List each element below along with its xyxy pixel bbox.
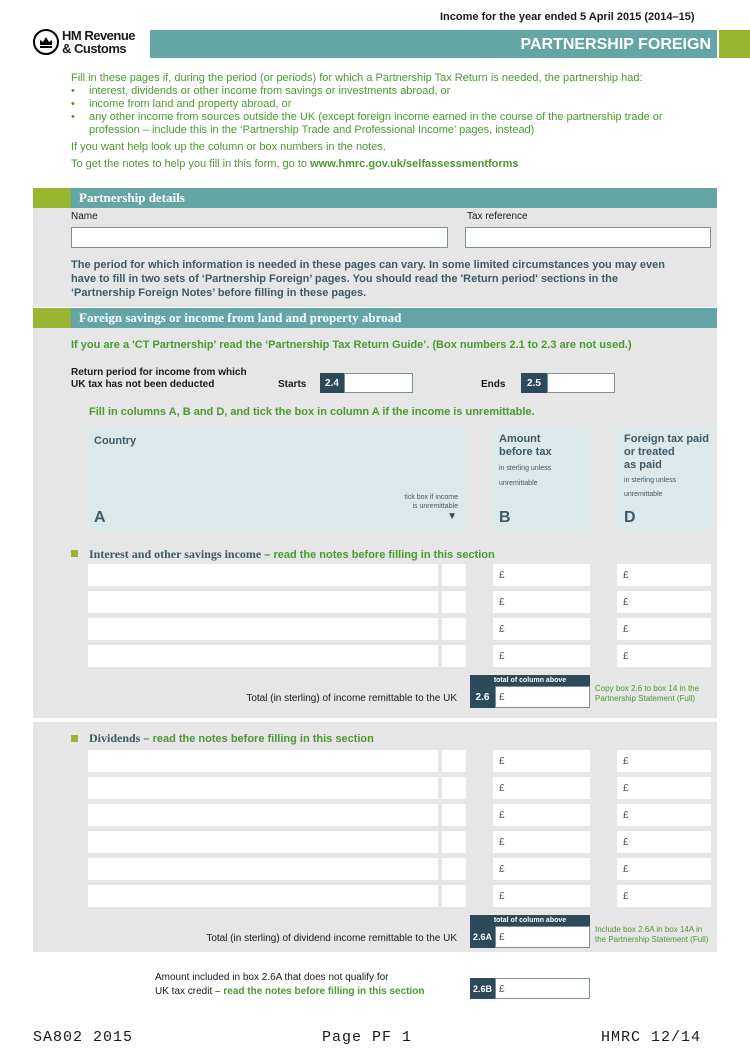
column-title (624, 433, 709, 472)
amount-before-tax-field[interactable] (493, 804, 590, 826)
name-label: Name (71, 211, 98, 222)
logo-text-1: HM Revenue (62, 28, 136, 43)
column-title-line: or treated (624, 446, 675, 458)
pound-icon: £ (499, 783, 505, 794)
starts-label: Starts (278, 379, 307, 390)
foreign-tax-field[interactable] (617, 777, 711, 799)
tick-hint-line: tick box if income (404, 494, 458, 501)
country-field[interactable] (88, 618, 438, 640)
foreign-tax-field[interactable] (617, 645, 711, 667)
fill-instruction: Fill in columns A, B and D, and tick the box in column A if the income is unremittable. (89, 406, 535, 418)
country-field[interactable] (88, 831, 438, 853)
include-note (595, 925, 708, 945)
amount-before-tax-field[interactable] (493, 777, 590, 799)
column-sub-line: in sterling unless (499, 465, 552, 472)
column-title (499, 433, 552, 459)
pound-icon: £ (499, 624, 505, 635)
country-field[interactable] (88, 645, 438, 667)
unremittable-checkbox[interactable] (442, 618, 466, 640)
foreign-tax-field[interactable] (617, 885, 711, 907)
column-title-line: before tax (499, 446, 552, 458)
amount-before-tax-field[interactable] (493, 750, 590, 772)
tick-hint-line: is unremittable (412, 503, 458, 510)
box-2-6b-line (155, 985, 425, 999)
tax-reference-field[interactable] (465, 227, 711, 248)
list-item: • interest, dividends or other income from savings or investments abroad, or (71, 85, 716, 98)
starts-field[interactable] (344, 373, 413, 393)
notes-link[interactable]: www.hmrc.gov.uk/selfassessmentforms (310, 158, 519, 170)
foreign-tax-field[interactable] (617, 804, 711, 826)
pound-icon: £ (623, 597, 629, 608)
column-sub (499, 461, 551, 491)
interest-heading (89, 547, 495, 562)
pound-icon: £ (623, 864, 629, 875)
unremittable-checkbox[interactable] (442, 591, 466, 613)
pound-icon: £ (499, 810, 505, 821)
include-note-line: Include box 2.6A in box 14A in (595, 925, 703, 934)
country-field[interactable] (88, 804, 438, 826)
heading-note: – read the notes before filling in this section (140, 733, 374, 745)
footer-form-code: SA802 2015 (33, 1029, 134, 1046)
square-bullet-icon (71, 550, 78, 557)
pound-icon: £ (499, 932, 505, 943)
column-sub (624, 474, 676, 502)
column-sub-line: unremittable (624, 491, 663, 498)
foreign-tax-field[interactable] (617, 591, 711, 613)
copy-note (595, 684, 699, 704)
hmrc-logo (33, 28, 143, 58)
foreign-tax-field[interactable] (617, 564, 711, 586)
help-text: If you want help look up the column or box numbers in the notes. (71, 141, 386, 153)
pound-icon: £ (499, 891, 505, 902)
unremittable-checkbox[interactable] (442, 645, 466, 667)
square-bullet-icon (71, 735, 78, 742)
label-note: – read the notes before filling in this section (212, 986, 425, 997)
include-note-line: the Partnership Statement (Full) (595, 935, 709, 944)
amount-before-tax-field[interactable] (493, 645, 590, 667)
column-title-line: as paid (624, 459, 662, 471)
notes-text (71, 158, 716, 171)
country-field[interactable] (88, 591, 438, 613)
list-item: • income from land and property abroad, or (71, 98, 716, 111)
section-heading: Partnership details (79, 190, 185, 205)
tax-reference-label: Tax reference (467, 211, 528, 222)
total-label: Total (in sterling) of income remittable to the UK (246, 693, 457, 704)
unremittable-checkbox[interactable] (442, 858, 466, 880)
intro-bullets (71, 85, 716, 137)
amount-before-tax-field[interactable] (493, 858, 590, 880)
pound-icon: £ (623, 891, 629, 902)
section-accent (33, 188, 71, 208)
dividends-total-field[interactable] (495, 926, 590, 948)
box-number: 2.6 (470, 686, 495, 708)
notes-prefix: To get the notes to help you fill in this form, go to (71, 158, 311, 170)
pound-icon: £ (623, 810, 629, 821)
column-sub-line: in sterling unless (624, 477, 677, 484)
unremittable-checkbox[interactable] (442, 777, 466, 799)
heading-text: Dividends (89, 731, 141, 745)
tax-year-label: Income for the year ended 5 April 2015 (2014–15) (440, 11, 695, 23)
pound-icon: £ (623, 837, 629, 848)
box-2-6b-label (155, 971, 425, 999)
country-field[interactable] (88, 564, 438, 586)
intro-block (71, 72, 716, 171)
foreign-tax-field[interactable] (617, 618, 711, 640)
unremittable-checkbox[interactable] (442, 885, 466, 907)
country-field[interactable] (88, 858, 438, 880)
box-number: 2.6B (470, 978, 495, 999)
pound-icon: £ (623, 783, 629, 794)
pound-icon: £ (623, 624, 629, 635)
pound-icon: £ (623, 756, 629, 767)
pound-icon: £ (499, 597, 505, 608)
box-2-6b-line: Amount included in box 2.6A that does not qualify for (155, 972, 389, 983)
column-sub-line: unremittable (499, 480, 538, 487)
heading-note: – read the notes before filling in this section (261, 549, 495, 561)
period-note: The period for which information is needed in these pages can vary. In some limited circumstances you may even have to fill in two sets of ‘Partnership Foreign’ pages. You should read the 'Return period' sections in the ‘Partnership Foreign Notes’ before filling in these pages. (71, 259, 665, 299)
ct-note: If you are a 'CT Partnership' read the ‘Partnership Tax Return Guide’. (Box numbers 2.1 to 2.3 are not used.) (71, 339, 632, 351)
total-header: total of column above (470, 915, 590, 926)
box-number: 2.4 (320, 373, 344, 393)
footer-page-number: Page PF 1 (322, 1029, 413, 1046)
country-field[interactable] (88, 885, 438, 907)
unremittable-checkbox[interactable] (442, 564, 466, 586)
column-letter: A (94, 509, 106, 526)
total-label: Total (in sterling) of dividend income remittable to the UK (206, 933, 457, 944)
pound-icon: £ (499, 756, 505, 767)
crown-icon (33, 29, 59, 55)
return-period-line: UK tax has not been deducted (71, 379, 215, 390)
column-letter: B (499, 509, 511, 526)
column-b-header (493, 427, 590, 531)
return-period-line: Return period for income from which (71, 367, 247, 378)
pound-icon: £ (499, 651, 505, 662)
foreign-tax-field[interactable] (617, 858, 711, 880)
foreign-tax-field[interactable] (617, 831, 711, 853)
copy-note-line: Partnership Statement (Full) (595, 694, 696, 703)
intro-line: Fill in these pages if, during the period (or periods) for which a Partnership Tax Return is needed, the partnership had: (71, 72, 643, 84)
country-field[interactable] (88, 750, 438, 772)
column-letter: D (624, 509, 636, 526)
foreign-tax-field[interactable] (617, 750, 711, 772)
label-prefix: UK tax credit (155, 986, 213, 997)
unremittable-checkbox[interactable] (442, 750, 466, 772)
column-d-header (617, 427, 711, 531)
amount-before-tax-field[interactable] (493, 885, 590, 907)
pound-icon: £ (499, 864, 505, 875)
title-accent (719, 30, 750, 58)
ends-label: Ends (481, 379, 506, 390)
pound-icon: £ (499, 692, 505, 703)
amount-before-tax-field[interactable] (493, 831, 590, 853)
total-header: total of column above (470, 675, 590, 686)
pound-icon: £ (623, 570, 629, 581)
unremittable-checkbox[interactable] (442, 831, 466, 853)
amount-before-tax-field[interactable] (493, 591, 590, 613)
copy-note-line: Copy box 2.6 to box 14 in the (595, 684, 700, 693)
column-title-line: Foreign tax paid (624, 433, 709, 445)
ends-field[interactable] (547, 373, 615, 393)
page-title: PARTNERSHIP FOREIGN (520, 36, 711, 53)
logo-text-2: & Customs (62, 41, 127, 56)
section-heading: Foreign savings or income from land and property abroad (79, 310, 402, 325)
pound-icon: £ (499, 837, 505, 848)
unremittable-checkbox[interactable] (442, 804, 466, 826)
interest-total-field[interactable] (495, 686, 590, 708)
box-number: 2.6A (470, 926, 495, 948)
box-2-6b-field[interactable] (495, 978, 590, 999)
pound-icon: £ (499, 570, 505, 581)
heading-text: Interest and other savings income (89, 547, 262, 561)
amount-before-tax-field[interactable] (493, 618, 590, 640)
list-item: • any other income from sources outside the UK (except foreign income earned in the course of the partnership trade or profession – include this in the ‘Partnership Trade and Professional Income’ pages, instead) (71, 111, 716, 137)
return-period-label (71, 367, 247, 391)
name-field[interactable] (71, 227, 448, 248)
pound-icon: £ (499, 984, 505, 995)
amount-before-tax-field[interactable] (493, 564, 590, 586)
tick-hint (404, 493, 458, 511)
column-title-line: Amount (499, 433, 541, 445)
column-title: Country (94, 435, 137, 447)
footer-version: HMRC 12/14 (601, 1029, 702, 1046)
section-accent (33, 308, 71, 328)
box-number: 2.5 (521, 373, 547, 393)
arrow-down-icon: ▼ (447, 511, 457, 522)
dividends-heading (89, 731, 374, 746)
country-field[interactable] (88, 777, 438, 799)
column-a-header (89, 427, 466, 531)
pound-icon: £ (623, 651, 629, 662)
